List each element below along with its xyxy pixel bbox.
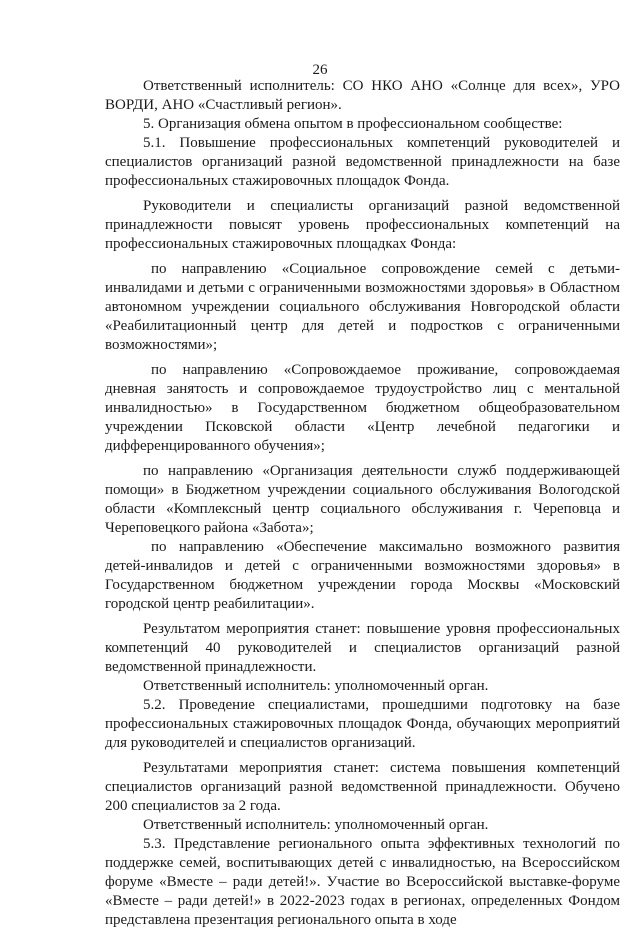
paragraph-direction-1: по направлению «Социальное сопровождение семей с детьми-инвалидами и детьми с ограниченными возможностями здоровья» в Областном автономном учреждении социального обслуживания Новгородской области «Реабилитационный центр для детей и подростков с ограниченными возможностями»;	[105, 261, 620, 353]
document-body	[105, 77, 620, 930]
paragraph-item-5-1: 5.1. Повышение профессиональных компетенций руководителей и специалистов организаций разной ведомственной принадлежности на базе профессиональных стажировочных площадок Фонда.	[105, 135, 620, 189]
paragraph-responsible-3: Ответственный исполнитель: уполномоченный орган.	[143, 817, 489, 833]
paragraph-direction-2: по направлению «Сопровождаемое проживание, сопровождаемая дневная занятость и сопровождаемое трудоустройство лиц с ментальной инвалидностью» в Государственном бюджетном общеобразовательном учреждении Псковской области «Центр лечебной педагогики и дифференцированного обучения»;	[105, 362, 620, 454]
paragraph-leaders: Руководители и специалисты организаций разной ведомственной принадлежности повысят уровень профессиональных компетенций на профессиональных стажировочных площадках Фонда:	[105, 198, 620, 252]
paragraph-result-2: Результатами мероприятия станет: система повышения компетенций специалистов организаций разной ведомственной принадлежности. Обучено 200 специалистов за 2 года.	[105, 760, 620, 814]
paragraph-item-5-3: 5.3. Представление регионального опыта эффективных технологий по поддержке семей, воспитывающих детей с инвалидностью, на Всероссийском форуме «Вместе – ради детей!». Участие во Всероссийской выставке-форуме «Вместе – ради детей!» в 2022-2023 годах в регионах, определенных Фондом представлена презентация регионального опыта в ходе	[105, 836, 620, 928]
page-number: 26	[312, 62, 328, 78]
paragraph-item-5-2: 5.2. Проведение специалистами, прошедшими подготовку на базе профессиональных стажировочных площадок Фонда, обучающих мероприятий для руководителей и специалистов организаций.	[105, 697, 620, 751]
paragraph-section-5: 5. Организация обмена опытом в профессиональном сообществе:	[143, 116, 563, 132]
paragraph-direction-4: по направлению «Обеспечение максимально возможного развития детей-инвалидов и детей с ограниченными возможностями здоровья» в Государственном бюджетном учреждении города Москвы «Московский городской центр реабилитации».	[105, 539, 620, 612]
paragraph-direction-3: по направлению «Организация деятельности служб поддерживающей помощи» в Бюджетном учреждении социального обслуживания Вологодской области «Комплексный центр социального обслуживания г. Череповца и Череповецкого района «Забота»;	[105, 463, 620, 536]
paragraph-result-1: Результатом мероприятия станет: повышение уровня профессиональных компетенций 40 руководителей и специалистов организаций разной ведомственной принадлежности.	[105, 621, 620, 675]
paragraph-responsible-2: Ответственный исполнитель: уполномоченный орган.	[143, 678, 489, 694]
paragraph-responsible-1: Ответственный исполнитель: СО НКО АНО «Солнце для всех», УРО ВОРДИ, АНО «Счастливый регион».	[105, 78, 620, 113]
